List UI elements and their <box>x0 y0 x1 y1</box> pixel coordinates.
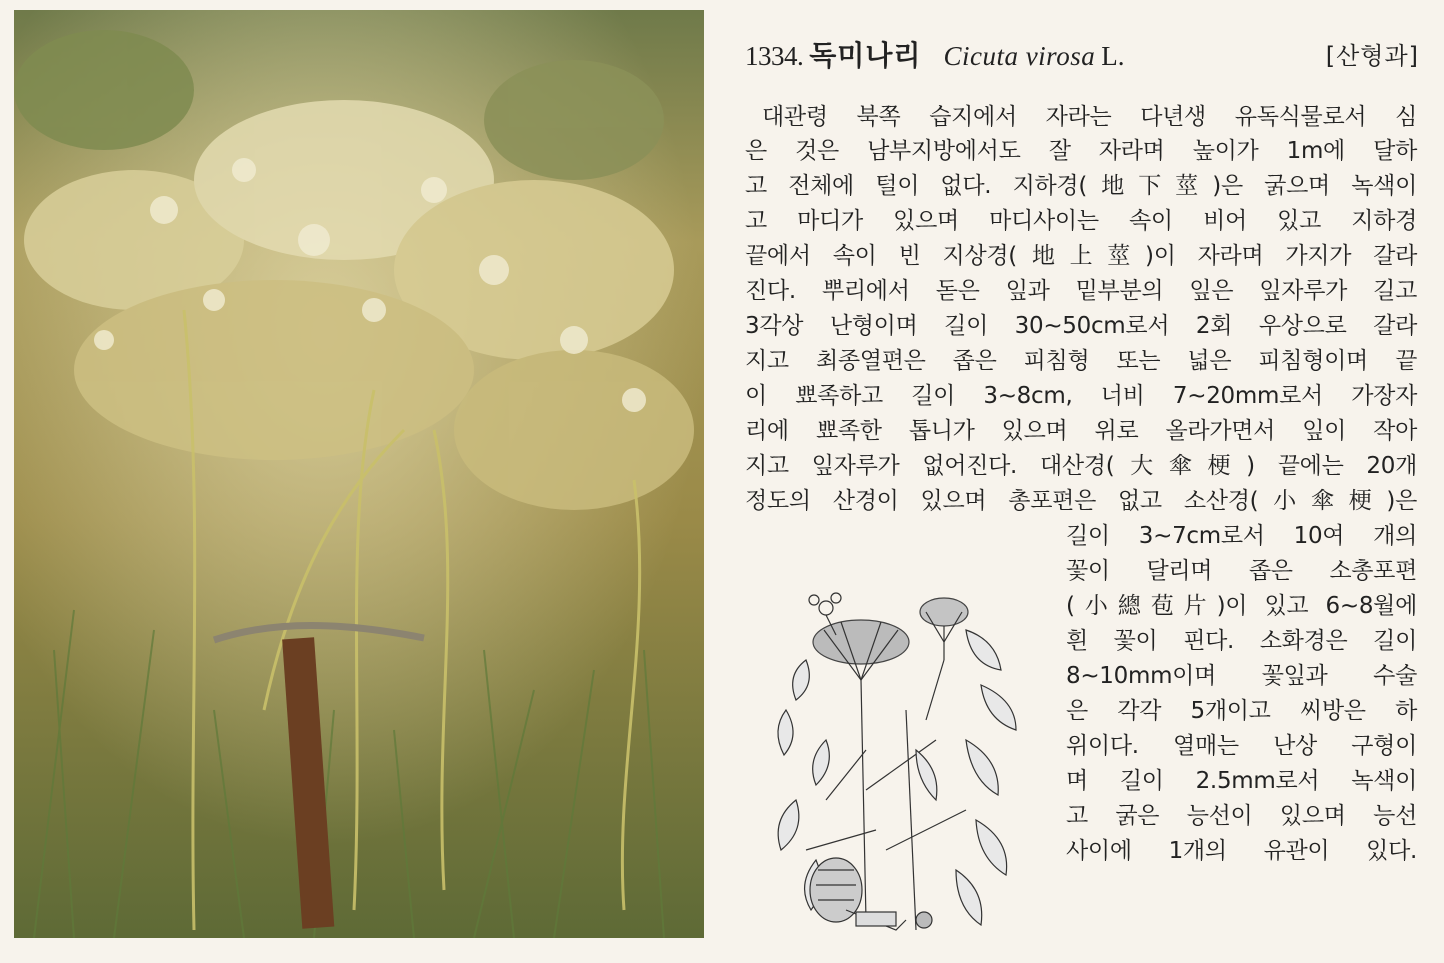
description-line: 은 각각 5개이고 씨방은 하 <box>1066 698 1417 724</box>
description-line: 3각상 난형이며 길이 30~50cm로서 2회 우상으로 갈라 <box>745 313 1417 339</box>
description-line: 사이에 1개의 유관이 있다. <box>1066 838 1417 864</box>
description-line: 8~10mm이며 꽃잎과 수술 <box>1066 663 1417 689</box>
scientific-name: Cicuta virosa <box>943 41 1096 71</box>
description-line: 지고 잎자루가 없어진다. 대산경(大傘梗) 끝에는 20개 <box>745 453 1417 479</box>
description-line: 정도의 산경이 있으며 총포편은 없고 소산경(小傘梗)은 <box>745 488 1417 514</box>
korean-name: 독미나리 <box>809 39 922 72</box>
description-line: 진다. 뿌리에서 돋은 잎과 밑부분의 잎은 잎자루가 길고 <box>745 278 1417 304</box>
description-line: 지고 최종열편은 좁은 피침형 또는 넓은 피침형이며 끝 <box>745 348 1417 374</box>
author-abbrev: L. <box>1101 41 1125 71</box>
description-line: (小總苞片)이 있고 6~8월에 <box>1066 593 1417 619</box>
description-line: 은 것은 남부지방에서도 잘 자라며 높이가 1m에 달하 <box>745 138 1417 164</box>
description-line: 길이 3~7cm로서 10여 개의 <box>1066 523 1417 549</box>
description-line: 리에 뾰족한 톱니가 있으며 위로 올라가면서 잎이 작아 <box>745 418 1417 444</box>
entry-header <box>745 34 1425 74</box>
botanical-illustration <box>766 590 1028 945</box>
description-line: 고 전체에 털이 없다. 지하경(地下莖)은 굵으며 녹색이 <box>745 173 1417 199</box>
description-line: 고 굵은 능선이 있으며 능선 <box>1066 803 1417 829</box>
plant-habitat-photo <box>14 10 704 938</box>
description-line: 며 길이 2.5mm로서 녹색이 <box>1066 768 1417 794</box>
description-line: 꽃이 달리며 좁은 소총포편 <box>1066 558 1417 584</box>
description-line: 흰 꽃이 핀다. 소화경은 길이 <box>1066 628 1417 654</box>
family-name: [산형과] <box>1325 42 1419 70</box>
entry-number: 1334. <box>745 41 804 71</box>
description-line: 고 마디가 있으며 마디사이는 속이 비어 있고 지하경 <box>745 208 1417 234</box>
description-line: 이 뾰족하고 길이 3~8cm, 너비 7~20mm로서 가장자 <box>745 383 1417 409</box>
description-line: 대관령 북쪽 습지에서 자라는 다년생 유독식물로서 심 <box>762 104 1417 130</box>
description-line: 위이다. 열매는 난상 구형이 <box>1066 733 1417 759</box>
description-line: 끝에서 속이 빈 지상경(地上莖)이 자라며 가지가 갈라 <box>745 243 1417 269</box>
